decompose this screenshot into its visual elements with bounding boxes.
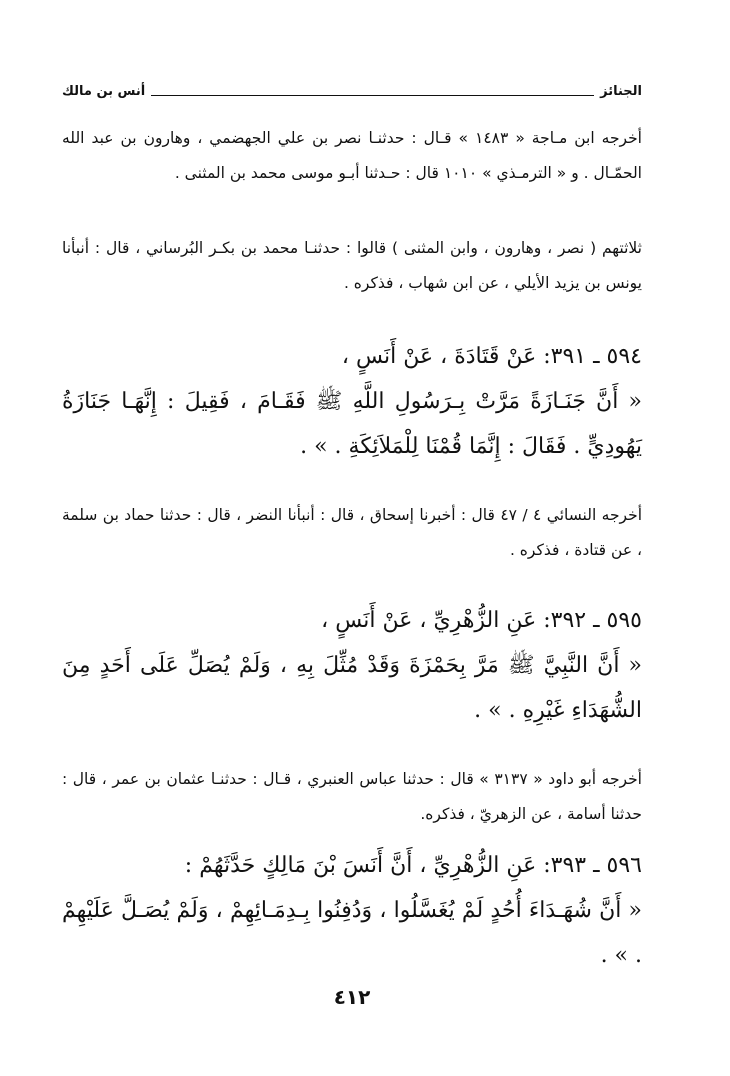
hadith-596-text: « أَنَّ شُهَـدَاءَ أُحُدٍ لَمْ يُغَسَّلُوا ، وَدُفِنُوا بِـدِمَـائِهِمْ ، وَلَمْ يُصَـلَّ عَلَيْهِمْ . » . <box>62 898 642 968</box>
hadith-596 <box>62 843 642 978</box>
hadith-594-text: « أَنَّ جَنَـازَةً مَرَّتْ بِـرَسُولِ اللَّهِ ﷺ فَقَـامَ ، فَقِيلَ : إِنَّهَـا جَنَازَةُ يَهُودِيٍّ . فَقَالَ : إِنَّمَا قُمْنَا لِلْمَلاَئِكَةِ . » . <box>62 389 642 459</box>
takhrij-note-2: ثلاثتهم ( نصر ، وهارون ، وابن المثنى ) قالوا : حدثنـا محمد بن بكـر البُرساني ، قال : أنبأنا يونس بن يزيد الأيلي ، عن ابن شهاب ، فذكره . <box>62 239 642 292</box>
book-title: أنس بن مالك <box>62 83 146 99</box>
takhrij-note-1: أخرجه ابن مـاجة « ١٤٨٣ » قـال : حدثنـا نصر بن علي الجهضمي ، وهارون بن عبد الله الحمّـال . و « الترمـذي » ١٠١٠ قال : حـدثنا أبـو موسى محمد بن المثنى . <box>62 129 642 182</box>
hadith-595-chain: ٥٩٥ ـ ٣٩٢: عَنِ الزُّهْرِيِّ ، عَنْ أَنَسٍ ، <box>321 608 642 633</box>
running-header <box>62 80 642 102</box>
page-number: ٤١٢ <box>333 985 371 1009</box>
hadith-595 <box>62 598 642 733</box>
header-rule <box>151 95 594 96</box>
chapter-title: الجنائز <box>600 83 642 99</box>
takhrij-note-4: أخرجه أبو داود « ٣١٣٧ » قال : حدثنا عباس العنبري ، قـال : حدثنـا عثمان بن عمر ، قال : حدثنا أسامة ، عن الزهريّ ، فذكره. <box>62 770 642 823</box>
takhrij-note-3: أخرجه النسائي ٤ / ٤٧ قال : أخبرنا إسحاق ، قال : أنبأنا النضر ، قال : حدثنا حماد بن سلمة ، عن قتادة ، فذكره . <box>62 506 643 559</box>
hadith-594-chain: ٥٩٤ ـ ٣٩١: عَنْ قَتَادَةَ ، عَنْ أَنَسٍ ، <box>341 344 642 369</box>
book-page <box>62 0 642 1076</box>
hadith-596-chain: ٥٩٦ ـ ٣٩٣: عَنِ الزُّهْرِيِّ ، أَنَّ أَنَسَ بْنَ مَالِكٍ حَدَّثَهُمْ : <box>184 853 642 878</box>
hadith-595-text: « أَنَّ النَّبِيَّ ﷺ مَرَّ بِحَمْزَةَ وَقَدْ مُثِّلَ بِهِ ، وَلَمْ يُصَلِّ عَلَى أَحَدٍ مِنَ الشُّهَدَاءِ غَيْرِهِ . » . <box>62 653 642 723</box>
hadith-594 <box>62 334 642 469</box>
